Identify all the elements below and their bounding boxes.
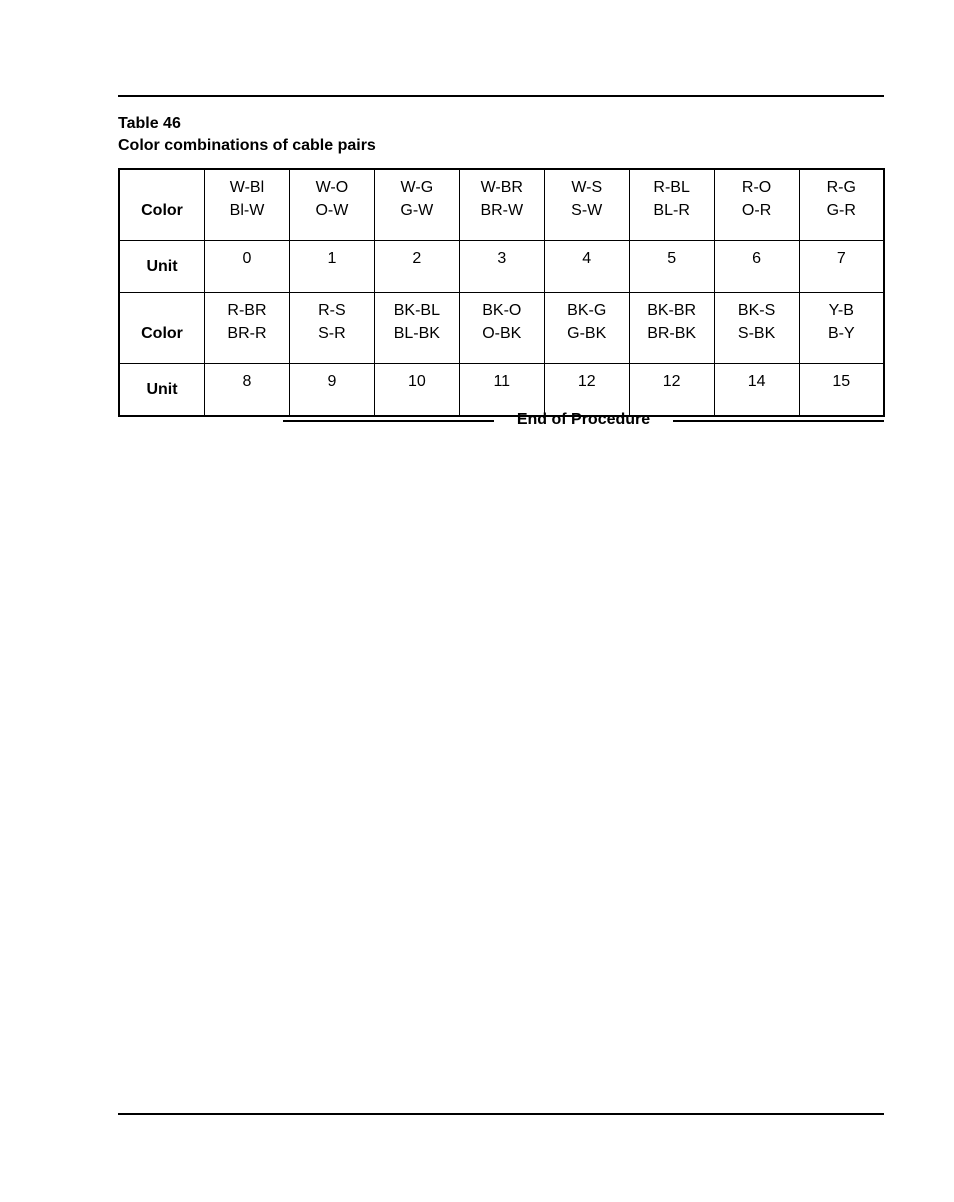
color-cell: R-O O-R bbox=[714, 169, 799, 241]
unit-cell: 14 bbox=[714, 364, 799, 417]
color-cell: BK-S S-BK bbox=[714, 293, 799, 364]
unit-cell: 1 bbox=[289, 241, 374, 293]
unit-cell: 12 bbox=[544, 364, 629, 417]
unit-cell: 7 bbox=[799, 241, 884, 293]
top-rule bbox=[118, 95, 884, 97]
color-cell: W-Bl Bl-W bbox=[205, 169, 290, 241]
table-caption bbox=[118, 113, 376, 157]
color-cell: W-BR BR-W bbox=[459, 169, 544, 241]
color-cell: BK-BL BL-BK bbox=[374, 293, 459, 364]
unit-cell: 3 bbox=[459, 241, 544, 293]
end-of-procedure-marker bbox=[283, 408, 884, 432]
end-rule-right bbox=[673, 420, 884, 422]
unit-cell: 8 bbox=[205, 364, 290, 417]
color-cell: R-BR BR-R bbox=[205, 293, 290, 364]
unit-cell: 4 bbox=[544, 241, 629, 293]
row-header-color: Color bbox=[119, 293, 205, 364]
row-header-unit: Unit bbox=[119, 241, 205, 293]
color-cell: BK-O O-BK bbox=[459, 293, 544, 364]
unit-cell: 2 bbox=[374, 241, 459, 293]
bottom-rule bbox=[118, 1113, 884, 1115]
color-cell: BK-BR BR-BK bbox=[629, 293, 714, 364]
table-row bbox=[119, 169, 884, 241]
unit-cell: 5 bbox=[629, 241, 714, 293]
color-cell: W-G G-W bbox=[374, 169, 459, 241]
unit-cell: 15 bbox=[799, 364, 884, 417]
table-title: Color combinations of cable pairs bbox=[118, 137, 376, 154]
end-rule-left bbox=[283, 420, 494, 422]
unit-cell: 6 bbox=[714, 241, 799, 293]
table-row bbox=[119, 241, 884, 293]
unit-cell: 10 bbox=[374, 364, 459, 417]
row-header-unit: Unit bbox=[119, 364, 205, 417]
end-of-procedure-label: End of Procedure bbox=[516, 411, 651, 428]
row-header-color: Color bbox=[119, 169, 205, 241]
color-cell: W-S S-W bbox=[544, 169, 629, 241]
table-number: Table 46 bbox=[118, 115, 181, 132]
unit-cell: 11 bbox=[459, 364, 544, 417]
unit-cell: 12 bbox=[629, 364, 714, 417]
cable-pairs-table bbox=[118, 168, 885, 417]
color-cell: R-S S-R bbox=[289, 293, 374, 364]
unit-cell: 0 bbox=[205, 241, 290, 293]
color-cell: Y-B B-Y bbox=[799, 293, 884, 364]
color-cell: BK-G G-BK bbox=[544, 293, 629, 364]
color-cell: R-BL BL-R bbox=[629, 169, 714, 241]
unit-cell: 9 bbox=[289, 364, 374, 417]
color-cell: R-G G-R bbox=[799, 169, 884, 241]
table-row bbox=[119, 293, 884, 364]
color-cell: W-O O-W bbox=[289, 169, 374, 241]
